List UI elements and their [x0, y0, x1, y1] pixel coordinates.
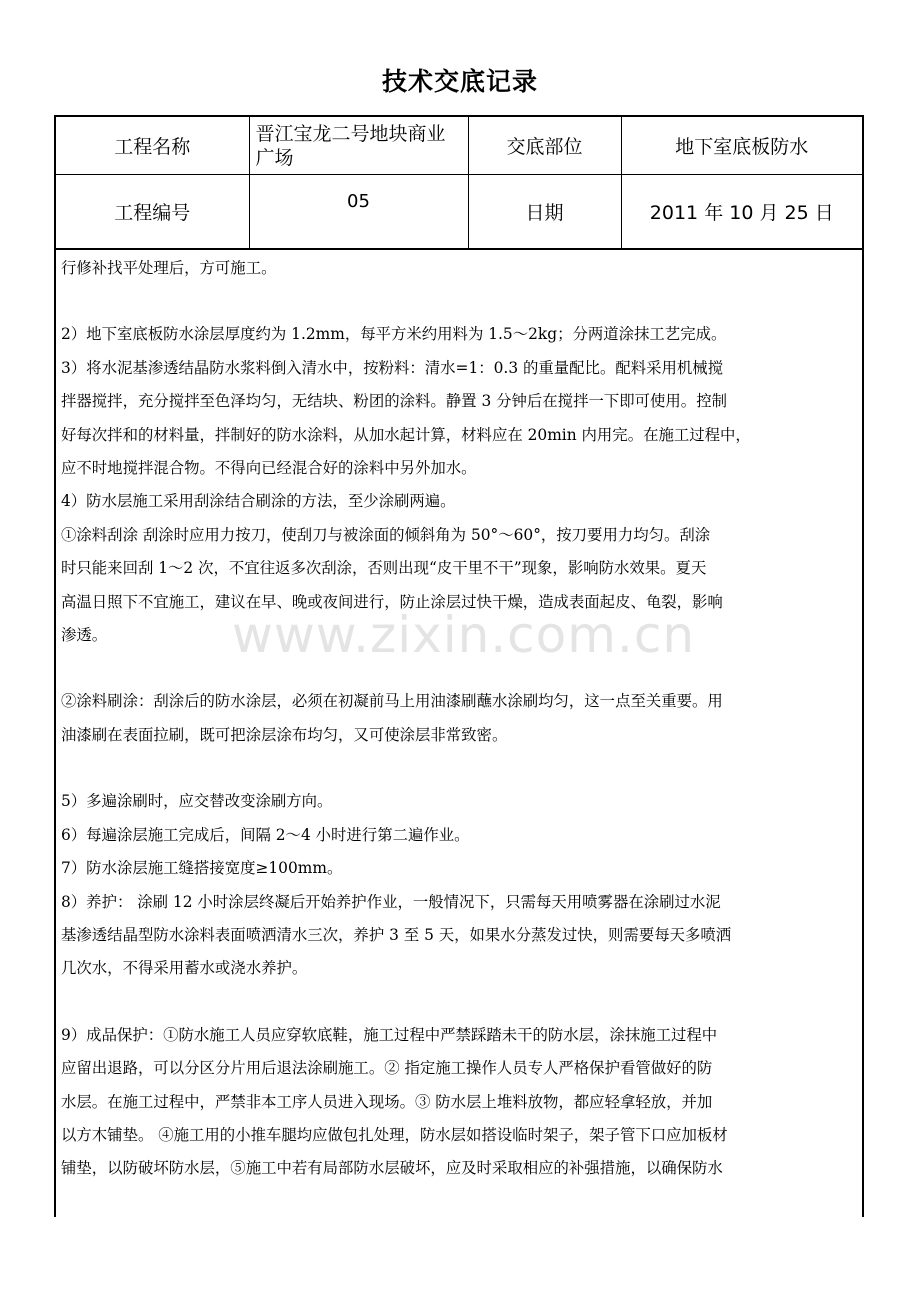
- content-line: 应留出退路，可以分区分片用后退法涂刷施工。② 指定施工操作人员专人严格保护看管做好的防: [61, 1059, 713, 1078]
- header-row-2: [56, 175, 862, 250]
- date-value: 2011 年 10 月 25 日: [621, 175, 862, 250]
- content-line: 4）防水层施工采用刮涂结合刷涂的方法，至少涂刷两遍。: [61, 492, 456, 511]
- project-no-label: 工程编号: [56, 175, 249, 250]
- content-line: 基渗透结晶型防水涂料表面喷洒清水三次，养护 3 至 5 天，如果水分蒸发过快，则需要每天多喷洒: [61, 925, 732, 944]
- content-line: 时只能来回刮 1～2 次，不宜往返多次刮涂，否则出现“皮干里不干”现象，影响防水效果。夏天: [61, 559, 707, 578]
- content-line: 好每次拌和的材料量，拌制好的防水涂料，从加水起计算，材料应在 20min 内用完。在施工过程中，: [61, 425, 751, 444]
- content-line: 高温日照下不宜施工，建议在早、晚或夜间进行，防止涂层过快干燥，造成表面起皮、龟裂，影响: [61, 592, 723, 611]
- location-label: 交底部位: [468, 117, 621, 175]
- date-label: 日期: [468, 175, 621, 250]
- content-line: 5）多遍涂刷时，应交替改变涂刷方向。: [61, 792, 333, 811]
- content-line: 油漆刷在表面拉刷，既可把涂层涂布均匀，又可使涂层非常致密。: [61, 725, 508, 744]
- content-line: 2）地下室底板防水涂层厚度约为 1.2mm，每平方米约用料为 1.5～2kg；分两道涂抹工艺完成。: [61, 325, 727, 344]
- content-line: 以方木铺垫。 ④施工用的小推车腿均应做包扎处理，防水层如搭设临时架子，架子管下口应加板材: [61, 1125, 728, 1144]
- content-line: 8）养护： 涂刷 12 小时涂层终凝后开始养护作业，一般情况下，只需每天用喷雾器在涂刷过水泥: [61, 892, 721, 911]
- content-line: 铺垫，以防破坏防水层，⑤施工中若有局部防水层破坏，应及时采取相应的补强措施，以确保防水: [61, 1159, 723, 1178]
- content-line: 9）成品保护：①防水施工人员应穿软底鞋，施工过程中严禁踩踏未干的防水层，涂抹施工过程中: [61, 1025, 718, 1044]
- content-line: 6）每遍涂层施工完成后，间隔 2～4 小时进行第二遍作业。: [61, 825, 470, 844]
- project-name-label: 工程名称: [56, 117, 249, 175]
- location-value: 地下室底板防水: [621, 117, 862, 175]
- record-table: [54, 115, 864, 1217]
- watermark: www.zixin.com.cn: [232, 606, 696, 664]
- content-line: 3）将水泥基渗透结晶防水浆料倒入清水中，按粉料：清水=1：0.3 的重量配比。配料采用机械搅: [61, 358, 724, 377]
- paragraph-gap: [61, 752, 858, 785]
- content-line: 7）防水涂层施工缝搭接宽度≥100mm。: [61, 859, 343, 878]
- content-line: 水层。在施工过程中，严禁非本工序人员进入现场。③ 防水层上堆料放物，都应轻拿轻放，并加: [61, 1092, 713, 1111]
- content-line: ②涂料刷涂：刮涂后的防水涂层，必须在初凝前马上用油漆刷蘸水涂刷均匀，这一点至关重要。用: [61, 692, 723, 711]
- paragraph-gap: [61, 285, 858, 318]
- content-line: 拌器搅拌，充分搅拌至色泽均匀，无结块、粉团的涂料。静置 3 分钟后在搅拌一下即可使用。控制: [61, 392, 727, 411]
- content-body: [56, 250, 862, 1186]
- content-line: 渗透。: [61, 626, 108, 645]
- content-line: 行修补找平处理后，方可施工。: [61, 259, 277, 277]
- content-line: 几次水，不得采用蓄水或浇水养护。: [61, 959, 308, 978]
- content-line: 应不时地搅拌混合物。不得向已经混合好的涂料中另外加水。: [61, 459, 477, 478]
- header-row-1: [56, 117, 862, 175]
- project-name-value: 晋江宝龙二号地块商业广场: [249, 117, 468, 175]
- content-line: ①涂料刮涂 刮涂时应用力按刀，使刮刀与被涂面的倾斜角为 50°～60°，按刀要用力均匀。刮涂: [61, 525, 711, 544]
- project-no-value: 05: [249, 175, 468, 250]
- paragraph-gap: [61, 986, 858, 1019]
- header-table: [56, 117, 862, 250]
- paragraph-gap: [61, 652, 858, 685]
- document-title: 技术交底记录: [381, 67, 538, 96]
